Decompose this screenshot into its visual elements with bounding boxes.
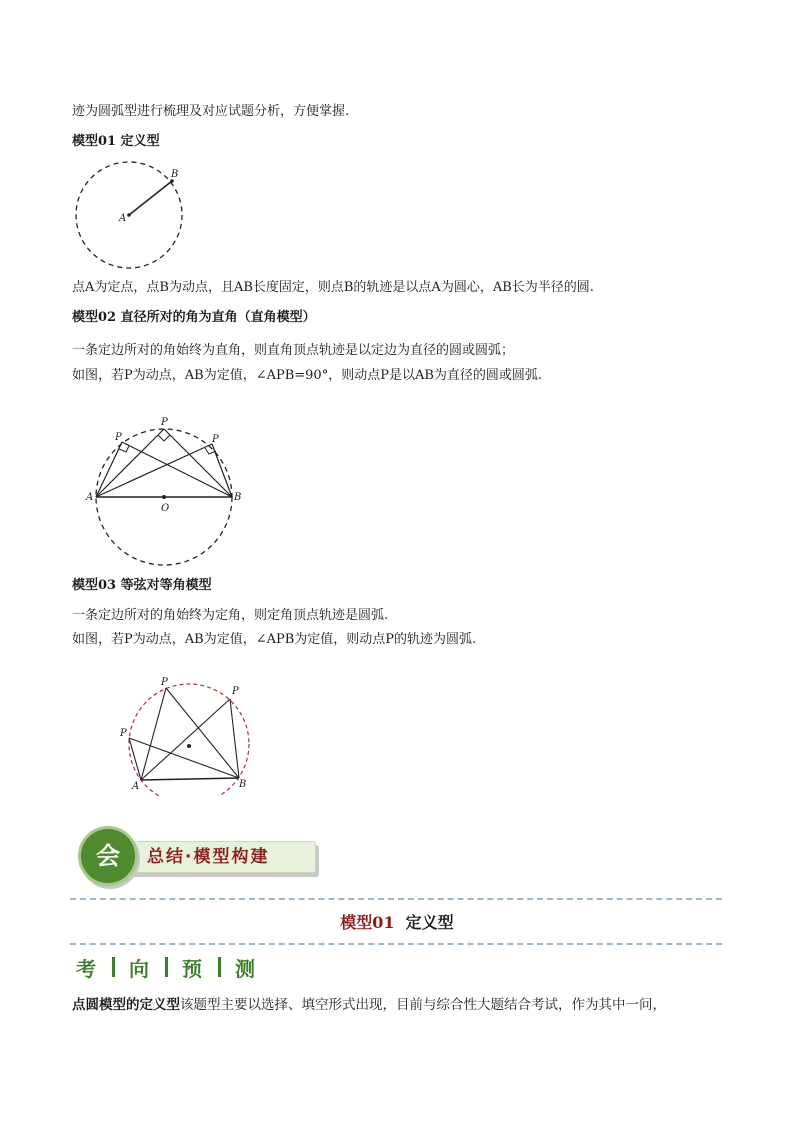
summary-banner (78, 826, 318, 888)
label-a: A (119, 213, 127, 224)
model01-heading: 模型01 定义型 (72, 134, 160, 149)
kaoxiang-char-3: 预 (182, 956, 204, 981)
divider-bottom (70, 943, 722, 945)
kaoxiang-char-2: 向 (129, 956, 151, 981)
label-p-top: P (161, 677, 168, 688)
label-p-left: P (120, 728, 127, 739)
model01-figure (70, 160, 190, 272)
label-p-right: P (212, 434, 219, 445)
last-paragraph-bold: 点圆模型的定义型 (72, 997, 180, 1013)
model03-line1: 一条定边所对的角始终为定角，则定角顶点轨迹是圆弧. (72, 608, 389, 623)
model03-figure (115, 674, 260, 796)
banner-circle (78, 826, 138, 886)
model03-line2: 如图，若P为动点，AB为定值，∠APB为定值，则动点P的轨迹为圆弧. (72, 632, 477, 647)
banner-circle-char: 会 (96, 842, 120, 870)
label-b: B (234, 492, 242, 503)
kaoxiang-char-1: 考 (76, 956, 98, 981)
kaoxiang-sep-1 (112, 957, 115, 977)
label-b: B (171, 169, 179, 180)
divider-top (70, 898, 722, 900)
model02-line1: 一条定边所对的角始终为直角，则直角顶点轨迹是以定边为直径的圆或圆弧； (72, 343, 515, 358)
model03-heading: 模型03 等弦对等角模型 (72, 578, 212, 593)
model02-line2: 如图，若P为动点，AB为定值，∠APB=90°，则动点P是以AB为直径的圆或圆弧. (72, 368, 543, 383)
label-o: O (161, 503, 170, 514)
banner-text: 总结·模型构建 (147, 847, 270, 867)
label-a: A (86, 492, 94, 503)
label-p-right: P (232, 686, 239, 697)
model02-figure (82, 412, 252, 567)
intro-text: 迹为圆弧型进行梳理及对应试题分析，方便掌握. (72, 104, 350, 119)
last-paragraph (72, 996, 666, 1014)
section-title (0, 913, 794, 933)
section-title-prefix: 模型01 (340, 913, 395, 932)
label-p-left: P (115, 432, 122, 443)
model02-heading: 模型02 直径所对的角为直角（直角模型） (72, 310, 316, 325)
kaoxiang-sep-2 (165, 957, 168, 977)
kaoxiang-sep-3 (218, 957, 221, 977)
label-a: A (132, 781, 140, 792)
kaoxiang-char-4: 测 (235, 956, 257, 981)
label-b: B (239, 779, 247, 790)
last-paragraph-rest: 该题型主要以选择、填空形式出现，目前与综合性大题结合考试，作为其中一问， (180, 997, 666, 1013)
kaoxiang-heading (76, 954, 257, 980)
banner-ribbon (118, 841, 316, 873)
label-p-top: P (161, 417, 168, 428)
section-title-suffix: 定义型 (405, 913, 454, 932)
model01-text: 点A为定点，点B为动点，且AB长度固定，则点B的轨迹是以点A为圆心，AB长为半径的圆. (72, 280, 594, 295)
